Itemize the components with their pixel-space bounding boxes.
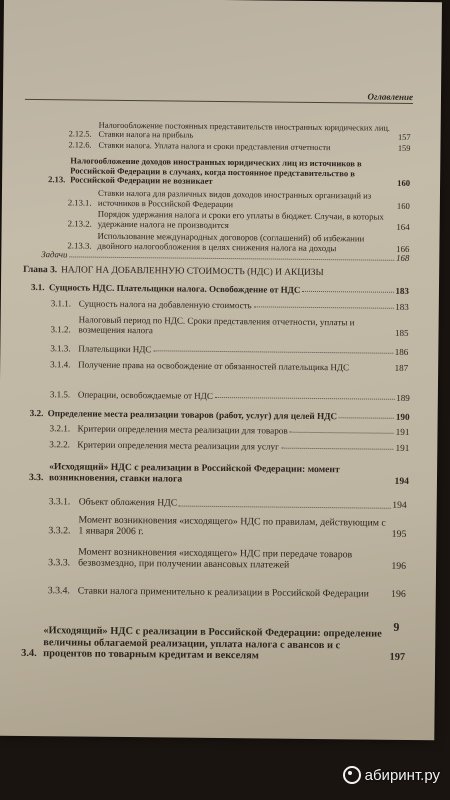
- toc-entry: [68, 188, 410, 211]
- toc-entry-title: Получение права на освобождение от обязанностей плательщика НДС: [78, 359, 350, 373]
- table-of-contents: [3, 110, 441, 664]
- toc-entry-title: Сущность налога на добавленную стоимость: [78, 298, 252, 311]
- dot-leader: [290, 432, 394, 434]
- toc-entry-page: 197: [389, 652, 406, 664]
- toc-entry-page: 191: [395, 442, 410, 453]
- dot-leader: [179, 505, 390, 508]
- toc-entry: [50, 359, 408, 373]
- dot-leader: [254, 306, 394, 308]
- toc-entry: [48, 586, 406, 601]
- toc-entry-number: 3.2.: [29, 407, 44, 419]
- dot-leader: [215, 397, 395, 400]
- site-watermark: [343, 766, 440, 784]
- toc-entry-title: Определение места реализации товаров (работ, услуг) для целей НДС: [47, 408, 338, 422]
- toc-entry-page: 185: [394, 327, 409, 339]
- toc-entry: [68, 140, 410, 153]
- toc-entry-page: 195: [391, 528, 407, 540]
- toc-entry-number: 3.2.1.: [49, 423, 71, 434]
- toc-entry-page: 159: [397, 143, 411, 153]
- toc-entry-number: 3.1.1.: [50, 298, 72, 309]
- page-number: 9: [393, 619, 400, 634]
- toc-entry-page: 189: [396, 392, 410, 403]
- toc-entry-page: 191: [395, 426, 410, 437]
- toc-entry-page: 168: [396, 252, 410, 263]
- toc-entry-number: 2.13.2.: [67, 218, 92, 229]
- toc-entry-number: 3.1.4.: [50, 359, 71, 370]
- toc-entry: [49, 497, 407, 511]
- toc-entry-title: Налогообложение доходов иностранных юридических лиц из источников в Российской Федерации в случаях, когда постоянное представительство в Российской Федерации не возникает: [70, 155, 362, 187]
- toc-entry-number: 2.13.3.: [67, 240, 92, 251]
- dot-leader: [339, 418, 394, 420]
- toc-entry-title: Ставки налога. Уплата налога и сроки представления отчетности: [98, 140, 331, 153]
- dot-leader: [69, 256, 394, 260]
- toc-entry: [21, 625, 405, 664]
- dot-leader: [153, 350, 392, 354]
- page-header: Оглавление: [25, 88, 413, 104]
- toc-entry-number: 3.1.: [30, 282, 45, 293]
- toc-entry-page: 196: [391, 560, 407, 572]
- toc-entry-title: Налогообложение постоянных представительств иностранных юридических лиц. Ставки налога на прибыль: [98, 120, 390, 141]
- toc-entry-page: 194: [394, 475, 410, 487]
- toc-entry-number: 3.3.1.: [48, 496, 71, 508]
- toc-entry-page: 166: [396, 243, 410, 254]
- toc-entry-page: 183: [395, 285, 410, 296]
- toc-entry-title: Использование международных договоров (соглашений) об избежании двойного налогообложения в целях снижения налога на доходы: [97, 230, 365, 254]
- toc-entry-title: «Исходящий» НДС с реализации в Российской Федерации: момент возникновения, ставки налога: [48, 461, 340, 485]
- toc-entry: [50, 389, 410, 403]
- toc-entry-title: Момент возникновения «исходящего» НДС при передаче товаров безвозмездно, при получении авансовых платежей: [78, 546, 353, 571]
- toc-entry-page: 186: [394, 346, 409, 357]
- toc-entry: [68, 209, 410, 232]
- toc-entry-title: Момент возникновения «исходящего» НДС по правилам, действующим с 1 января 2006 г.: [78, 514, 386, 538]
- toc-entry-number: 3.3.3.: [48, 557, 71, 569]
- labyrinth-logo-icon: [343, 766, 361, 784]
- toc-entry-number: 3.2.2.: [49, 439, 71, 450]
- toc-chapter-heading: [23, 265, 419, 280]
- toc-entry: [30, 408, 410, 422]
- toc-entry-title: Сущность НДС. Плательщики налога. Освобождение от НДС: [48, 282, 301, 295]
- toc-entry: [48, 515, 406, 541]
- watermark-text: абиринт.ру: [364, 766, 440, 784]
- toc-entry-page: 157: [397, 133, 411, 143]
- toc-entry: [49, 423, 409, 437]
- toc-entry-number: 3.1.2.: [50, 324, 71, 335]
- toc-entry-title: Задачи: [41, 249, 68, 260]
- toc-entry-title: Порядок удержания налога и сроки его уплаты в бюджет. Случаи, в которых удержание налога не производится: [97, 208, 384, 230]
- toc-entry-page: 183: [395, 301, 409, 312]
- toc-entry: [50, 343, 408, 357]
- dot-leader: [302, 291, 393, 293]
- toc-entry-page: 194: [392, 499, 407, 511]
- toc-entry-number: 3.3.2.: [48, 525, 71, 537]
- toc-entry-number: 3.1.5.: [49, 389, 71, 400]
- toc-entry-title: Плательщики НДС: [78, 343, 152, 355]
- toc-entry: [51, 298, 409, 312]
- toc-entry-title: Критерии определения места реализации для товаров: [77, 423, 288, 436]
- toc-entry: [29, 462, 409, 487]
- toc-entry-number: Глава 3.: [23, 264, 58, 276]
- toc-entry-title: Критерии определения места реализации для услуг: [77, 439, 279, 452]
- toc-entry-page: 196: [391, 588, 406, 600]
- dot-leader: [281, 448, 394, 450]
- toc-entry-title: Ставки налога для различных видов доходов иностранных организаций из источников в Российской Федерации: [97, 187, 372, 209]
- toc-entry-number: 3.1.3.: [50, 343, 71, 354]
- toc-entry: [69, 120, 411, 142]
- toc-entry-title: Объект обложения НДС: [78, 496, 178, 509]
- toc-entry-number: 2.13.1.: [67, 197, 92, 208]
- toc-entry-title: «Исходящий» НДС с реализации в Российской Федерации: определение величины облагаемой реализации, уплата налога с авансов и с процентов по товарным кредитам и векселям: [43, 625, 382, 662]
- toc-entry-page: 190: [395, 411, 410, 422]
- toc-entry: [48, 156, 410, 189]
- toc-entry-page: 160: [396, 200, 410, 211]
- toc-entry-number: 3.4.: [21, 648, 37, 660]
- toc-entry-number: 3.3.4.: [47, 585, 70, 597]
- toc-entry-title: Налоговый период по НДС. Сроки представления отчетности, уплаты и возмещения налога: [78, 314, 355, 336]
- toc-entry-number: 3.3.: [28, 471, 44, 483]
- toc-entry: [31, 282, 409, 296]
- toc-entry-number: 2.13.: [48, 174, 66, 185]
- toc-entry-title: Ставки налога применительно к реализации в Российской Федерации: [77, 585, 369, 600]
- toc-entry: [48, 547, 406, 573]
- toc-entry-number: 2.12.5.: [68, 129, 92, 140]
- toc-entry-page: 160: [397, 178, 411, 189]
- toc-entry-page: 187: [394, 362, 409, 373]
- toc-entry-title: Операции, освобождаемые от НДС: [77, 389, 213, 401]
- toc-entry: [50, 314, 408, 338]
- toc-entry-number: 2.12.6.: [68, 140, 92, 150]
- toc-entry: [49, 439, 409, 453]
- toc-entry-title: НАЛОГ НА ДОБАВЛЕННУЮ СТОИМОСТЬ (НДС) И АКЦИЗЫ: [61, 265, 324, 279]
- toc-entry-page: 164: [396, 221, 410, 232]
